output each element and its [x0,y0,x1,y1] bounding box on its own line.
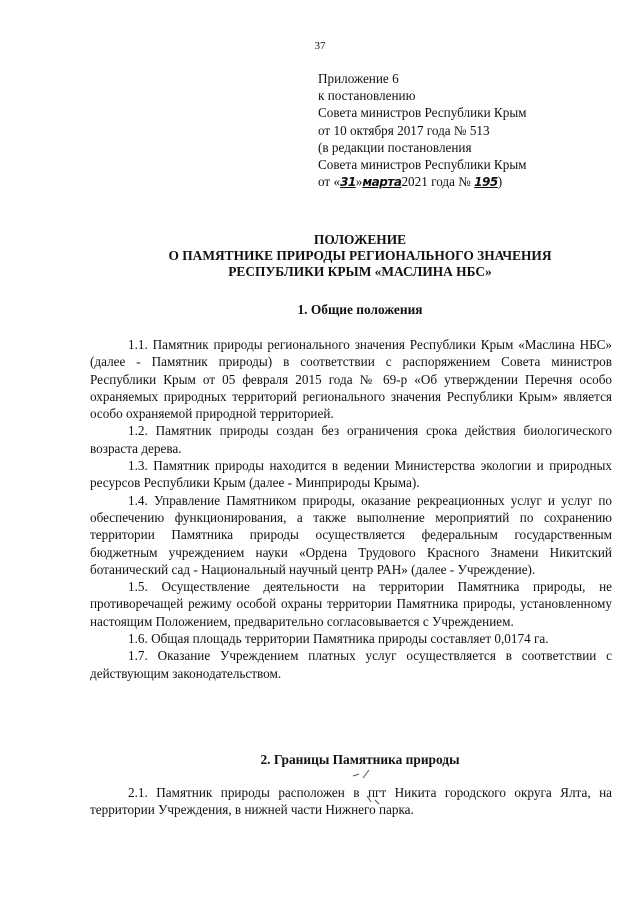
document-title [90,232,630,280]
paragraph: 1.2. Памятник природы создан без ограничения срока действия биологического возраста дерева. [90,423,612,456]
paragraph: 1.6. Общая площадь территории Памятника природы составляет 0,0174 га. [128,631,549,647]
appendix-line: Совета министров Республики Крым [318,105,527,121]
paragraph: 1.1. Памятник природы регионального значения Республики Крым «Маслина НБС» (далее - Памятник природы) в соответствии с распоряжением Совета министров Республики Крым от 05 февраля 2015 года № 69-р «Об утверждении Перечня особо охраняемых природных территорий регионального значения Республики Крым» является особо охраняемой природной территорией. [90,337,612,422]
section-body [90,336,612,682]
date-prefix: от « [318,174,341,190]
appendix-line: к постановлению [318,88,416,104]
section-heading: 1. Общие положения [297,302,423,317]
appendix-line: (в редакции постановления [318,139,472,155]
date-year: 2021 года № [401,174,475,190]
appendix-line: Приложение 6 [318,71,399,86]
paragraph: 1.4. Управление Памятником природы, оказание рекреационных услуг и услуг по обеспечению функционирования, а также выполнение мероприятий по сохранению территории Памятника природы осуществляется федеральным государственным бюджетным учреждением науки «Ордена Трудового Красного Знамени Никитский ботанический сад - Национальный научный центр РАН» (далее - Учреждение). [90,492,612,577]
date-separator: » [355,174,363,190]
title-line: ПОЛОЖЕНИЕ [313,232,407,247]
handwritten-day: 31 [340,175,356,190]
section-heading: 2. Границы Памятника природы [260,752,460,767]
appendix-line: Совета министров Республики Крым [318,157,527,173]
paragraph: 1.7. Оказание Учреждением платных услуг осуществляется в соответствии с действующим законодательством. [90,648,612,681]
handwritten-month: марта [362,175,402,190]
paragraph: 1.5. Осуществление деятельности на территории Памятника природы, не противоречащей режиму особой охраны территории Памятника природы, установленному настоящим Положением, предварительно согласовывается с Учреждением. [90,579,612,629]
paragraph: 2.1. Памятник природы расположен в пгт Никита городского округа Ялта, на территории Учреждения, в нижней части Нижнего парка. [90,785,612,818]
page-number: 37 [314,40,326,52]
paragraph: 1.3. Памятник природы находится в ведении Министерства экологии и природных ресурсов Республики Крым (далее - Минприроды Крыма). [90,458,612,491]
appendix-block [318,70,527,191]
title-line: О ПАМЯТНИКЕ ПРИРОДЫ РЕГИОНАЛЬНОГО ЗНАЧЕНИЯ [168,248,552,263]
section-body [90,784,612,819]
title-line: РЕСПУБЛИКИ КРЫМ «МАСЛИНА НБС» [228,264,492,279]
appendix-line: от 10 октября 2017 года № 513 [318,122,490,138]
appendix-date-line [318,173,527,191]
handwritten-number: 195 [474,175,498,190]
date-suffix: ) [497,174,503,190]
